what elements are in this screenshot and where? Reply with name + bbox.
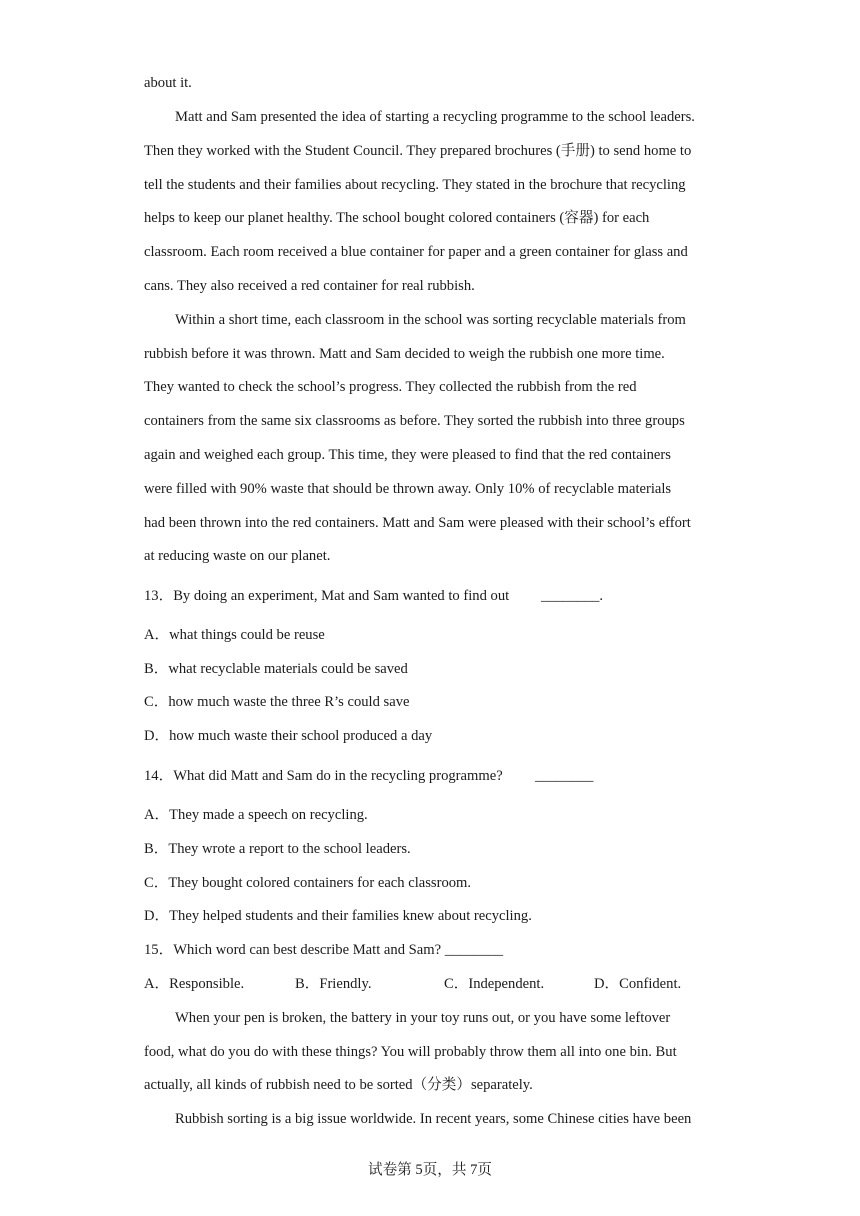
question-15-option-c: C．Independent. xyxy=(444,976,545,992)
passage2-line-4: Rubbish sorting is a big issue worldwide. In recent years, some Chinese cities have been xyxy=(175,1111,692,1127)
question-14-stem: 14．What did Matt and Sam do in the recycling programme? xyxy=(144,768,503,784)
question-13-option-c: C．how much waste the three R’s could save xyxy=(144,694,410,710)
question-13-option-d: D．how much waste their school produced a day xyxy=(144,728,433,744)
passage1-line-4: tell the students and their families about recycling. They stated in the brochure that recycling xyxy=(144,177,686,193)
passage1-line-2: Matt and Sam presented the idea of starting a recycling programme to the school leaders. xyxy=(175,109,695,125)
question-14-option-c: C．They bought colored containers for each classroom. xyxy=(144,875,472,891)
passage1-line-13: were filled with 90% waste that should be thrown away. Only 10% of recyclable materials xyxy=(144,481,672,497)
passage1-line-1: about it. xyxy=(144,75,192,91)
passage1-line-10: They wanted to check the school’s progress. They collected the rubbish from the red xyxy=(144,379,637,395)
question-15-option-d: D．Confident. xyxy=(594,976,682,992)
question-14-blank: ________ xyxy=(535,768,594,784)
question-15-option-b: B．Friendly. xyxy=(295,976,372,992)
passage1-line-7: cans. They also received a red container for real rubbish. xyxy=(144,278,475,294)
passage1-line-9: rubbish before it was thrown. Matt and Sam decided to weigh the rubbish one more time. xyxy=(144,346,665,362)
page-footer: 试卷第 5页，共 7页 xyxy=(367,1162,493,1178)
question-15-option-a: A．Responsible. xyxy=(144,976,245,992)
question-13-blank: ________. xyxy=(541,588,604,604)
passage1-line-14: had been thrown into the red containers. Matt and Sam were pleased with their school’s effort xyxy=(144,515,691,531)
passage1-line-5: helps to keep our planet healthy. The school bought colored containers (容器) for each xyxy=(144,210,650,226)
question-13-option-a: A．what things could be reuse xyxy=(144,627,325,643)
question-14-option-a: A．They made a speech on recycling. xyxy=(144,807,368,823)
passage1-line-3: Then they worked with the Student Council. They prepared brochures (手册) to send home to xyxy=(144,143,692,159)
question-14-option-b: B．They wrote a report to the school leaders. xyxy=(144,841,411,857)
question-15-stem: 15．Which word can best describe Matt and Sam? ________ xyxy=(144,942,504,958)
passage1-line-6: classroom. Each room received a blue container for paper and a green container for glass and xyxy=(144,244,688,260)
passage1-line-15: at reducing waste on our planet. xyxy=(144,548,331,564)
passage2-line-3: actually, all kinds of rubbish need to be sorted（分类）separately. xyxy=(144,1077,533,1093)
question-14-option-d: D．They helped students and their families knew about recycling. xyxy=(144,908,532,924)
passage1-line-11: containers from the same six classrooms as before. They sorted the rubbish into three groups xyxy=(144,413,685,429)
question-13-stem: 13．By doing an experiment, Mat and Sam wanted to find out xyxy=(144,588,510,604)
passage2-line-2: food, what do you do with these things? You will probably throw them all into one bin. But xyxy=(144,1044,677,1060)
passage1-line-8: Within a short time, each classroom in the school was sorting recyclable materials from xyxy=(175,312,686,328)
question-13-option-b: B．what recyclable materials could be saved xyxy=(144,661,408,677)
passage1-line-12: again and weighed each group. This time, they were pleased to find that the red containers xyxy=(144,447,671,463)
passage2-line-1: When your pen is broken, the battery in your toy runs out, or you have some leftover xyxy=(175,1010,671,1026)
